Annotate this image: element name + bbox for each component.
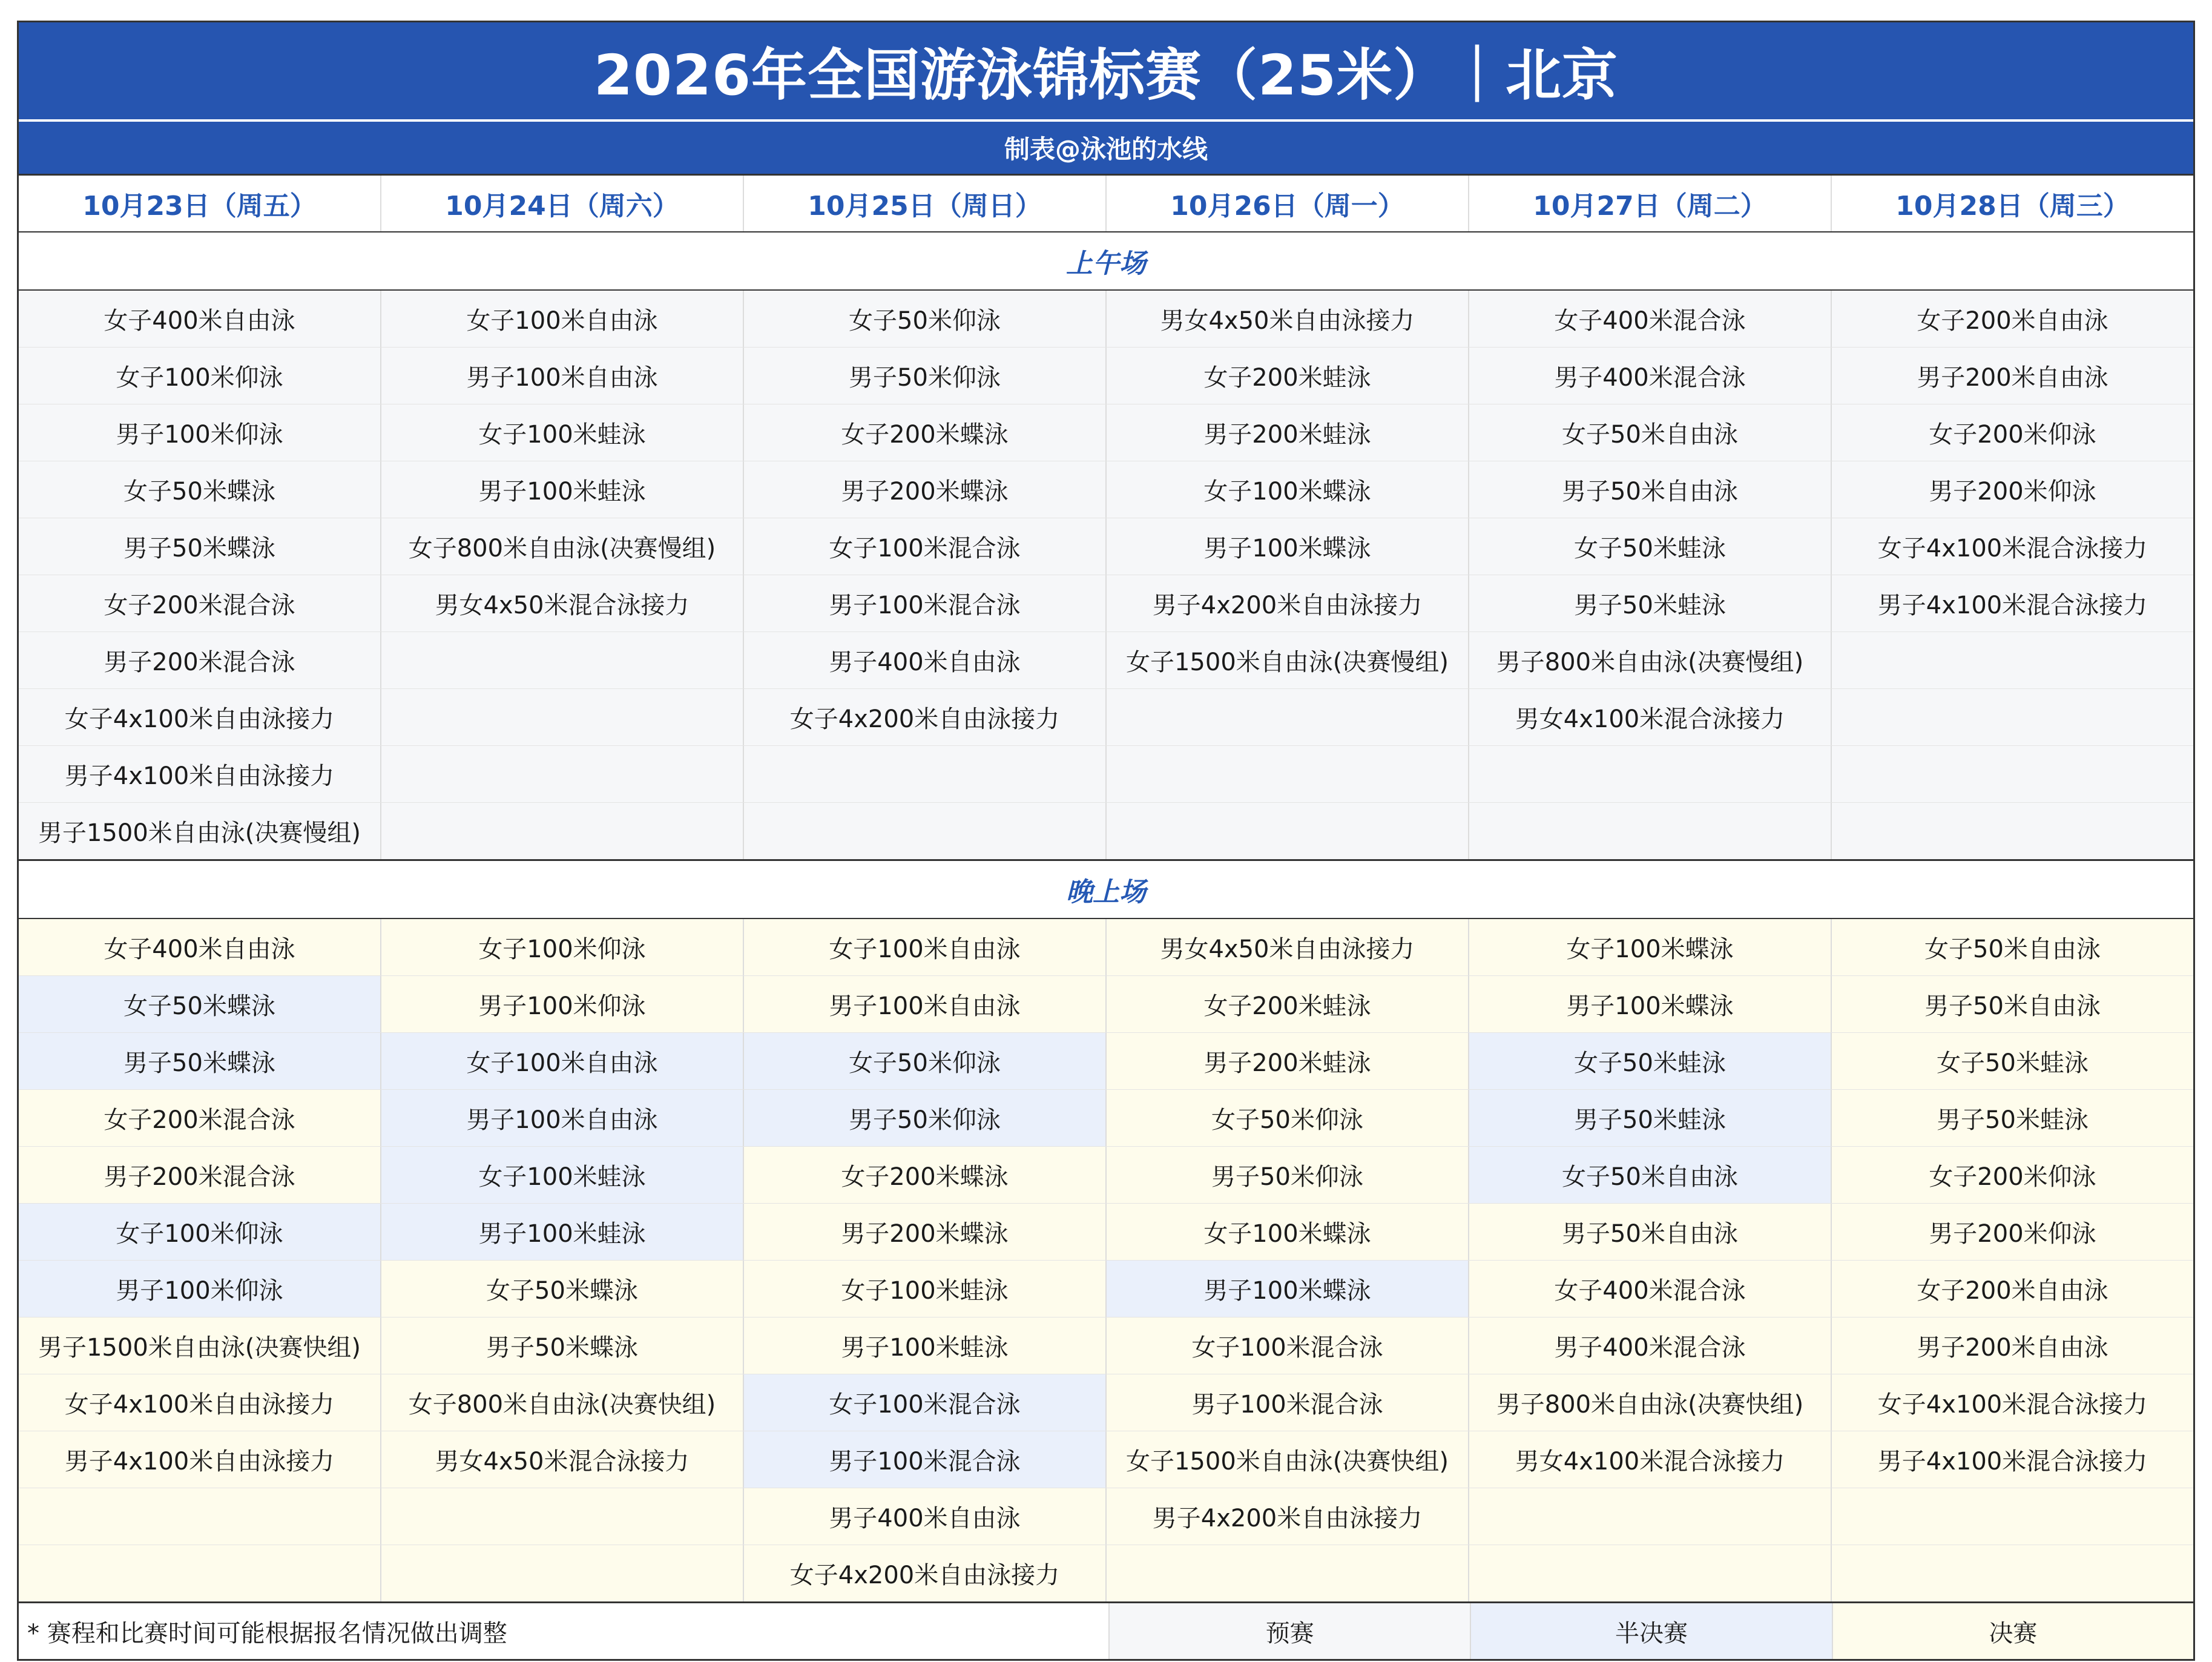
event-row [19,1033,2193,1090]
event-cell: 男子200米仰泳 [1832,461,2193,518]
event-cell: 男子50米蝶泳 [19,1033,381,1089]
event-cell: 女子800米自由泳(决赛快组) [381,1374,744,1431]
event-cell [1107,803,1469,859]
event-cell: 男子100米蛙泳 [381,461,744,518]
event-cell [1107,746,1469,802]
day-header: 10月23日（周五） [19,176,381,231]
event-row [19,976,2193,1033]
event-cell: 男子200米蝶泳 [744,461,1107,518]
event-cell: 男子200米蛙泳 [1107,404,1469,461]
event-cell: 男子50米仰泳 [744,348,1107,404]
event-row [19,291,2193,348]
event-row [19,1545,2193,1601]
event-cell: 女子50米蛙泳 [1469,518,1832,575]
event-cell: 男子1500米自由泳(决赛慢组) [19,803,381,859]
event-cell: 男子100米蛙泳 [744,1317,1107,1374]
legend-final: 决赛 [1833,1603,2193,1659]
event-cell: 男子200米仰泳 [1832,1204,2193,1260]
event-cell: 女子50米蛙泳 [1832,1033,2193,1089]
event-row [19,1090,2193,1147]
event-row [19,632,2193,689]
event-cell [1469,1488,1832,1545]
event-cell: 女子4x200米自由泳接力 [744,1545,1107,1601]
page-subtitle: 制表@泳池的水线 [19,122,2193,174]
event-cell: 男子4x200米自由泳接力 [1107,1488,1469,1545]
event-cell: 男子50米自由泳 [1469,1204,1832,1260]
event-cell: 男子200米混合泳 [19,1147,381,1203]
morning-events [19,291,2193,859]
event-cell: 男子800米自由泳(决赛快组) [1469,1374,1832,1431]
event-cell [1832,1488,2193,1545]
event-row [19,348,2193,404]
event-cell: 女子100米自由泳 [381,291,744,347]
event-row [19,404,2193,461]
day-header: 10月25日（周日） [744,176,1107,231]
event-cell: 男子100米自由泳 [381,1090,744,1146]
event-cell: 女子4x100米混合泳接力 [1832,1374,2193,1431]
event-cell [381,803,744,859]
event-cell: 女子800米自由泳(决赛慢组) [381,518,744,575]
event-cell: 女子50米蝶泳 [381,1261,744,1317]
event-row [19,1204,2193,1261]
event-row [19,1488,2193,1545]
event-cell: 女子100米混合泳 [1107,1317,1469,1374]
event-row [19,1147,2193,1204]
event-cell: 男子50米蝶泳 [19,518,381,575]
event-cell: 男子100米仰泳 [19,1261,381,1317]
event-row [19,919,2193,976]
day-header: 10月24日（周六） [381,176,744,231]
event-cell [744,746,1107,802]
event-cell: 男子100米仰泳 [19,404,381,461]
event-cell: 女子200米蝶泳 [744,1147,1107,1203]
event-cell: 女子100米仰泳 [381,919,744,975]
event-cell: 女子200米蛙泳 [1107,348,1469,404]
event-cell: 女子100米蝶泳 [1107,461,1469,518]
page-title: 2026年全国游泳锦标赛（25米）｜北京 [19,22,2193,122]
event-cell: 女子200米仰泳 [1832,1147,2193,1203]
event-cell: 男子200米蛙泳 [1107,1033,1469,1089]
event-cell: 男子4x100米自由泳接力 [19,1431,381,1488]
legend-semifinal: 半决赛 [1471,1603,1832,1659]
event-cell: 男子400米自由泳 [744,1488,1107,1545]
event-cell [381,1545,744,1601]
schedule-sheet [17,21,2195,1661]
event-row [19,518,2193,575]
event-cell: 女子50米蛙泳 [1469,1033,1832,1089]
event-cell: 男子4x200米自由泳接力 [1107,575,1469,631]
event-cell: 女子4x200米自由泳接力 [744,689,1107,745]
event-cell: 女子200米自由泳 [1832,291,2193,347]
event-row [19,1374,2193,1431]
event-cell: 女子100米自由泳 [381,1033,744,1089]
day-header: 10月28日（周三） [1895,191,2130,222]
event-cell [1469,746,1832,802]
event-cell: 女子400米混合泳 [1469,1261,1832,1317]
event-cell: 男子4x100米混合泳接力 [1832,1431,2193,1488]
event-cell: 男子50米蛙泳 [1469,1090,1832,1146]
event-cell: 男子100米混合泳 [744,575,1107,631]
event-cell: 男子100米蝶泳 [1107,518,1469,575]
event-cell: 男子50米自由泳 [1469,461,1832,518]
event-cell: 女子4x100米自由泳接力 [19,689,381,745]
event-cell: 女子200米仰泳 [1832,404,2193,461]
event-cell: 男子100米蛙泳 [381,1204,744,1260]
event-row [19,1261,2193,1317]
event-row [19,803,2193,859]
event-cell [19,1488,381,1545]
event-cell: 女子200米蝶泳 [744,404,1107,461]
event-cell: 女子200米混合泳 [19,575,381,631]
event-cell [1832,632,2193,688]
event-cell: 男子200米混合泳 [19,632,381,688]
event-row [19,1317,2193,1374]
event-cell: 女子200米蛙泳 [1107,976,1469,1032]
event-cell [744,803,1107,859]
event-cell: 男子200米自由泳 [1832,1317,2193,1374]
event-cell: 男子4x100米自由泳接力 [19,746,381,802]
event-cell: 男子200米蝶泳 [744,1204,1107,1260]
event-cell [1832,803,2193,859]
event-cell [1832,1545,2193,1601]
footer-note: * 赛程和比赛时间可能根据报名情况做出调整 [19,1603,1110,1659]
event-cell: 男子100米自由泳 [744,976,1107,1032]
event-cell: 女子100米仰泳 [19,348,381,404]
event-cell: 男女4x50米自由泳接力 [1107,919,1469,975]
event-cell: 男子100米蝶泳 [1107,1261,1469,1317]
event-cell: 女子1500米自由泳(决赛慢组) [1107,632,1469,688]
day-header-row [19,174,2193,232]
event-cell [19,1545,381,1601]
event-cell: 女子100米蝶泳 [1469,919,1832,975]
evening-events [19,919,2193,1601]
event-cell: 女子400米自由泳 [19,919,381,975]
event-row [19,746,2193,803]
event-cell: 女子4x100米自由泳接力 [19,1374,381,1431]
event-cell: 女子1500米自由泳(决赛快组) [1107,1431,1469,1488]
event-cell: 女子100米混合泳 [744,518,1107,575]
event-cell: 男子50米蛙泳 [1832,1090,2193,1146]
event-cell: 男女4x100米混合泳接力 [1469,1431,1832,1488]
event-cell [381,1488,744,1545]
event-cell: 男子50米蝶泳 [381,1317,744,1374]
event-cell: 男子400米混合泳 [1469,348,1832,404]
event-cell: 男子100米蝶泳 [1469,976,1832,1032]
event-cell: 男子4x100米混合泳接力 [1832,575,2193,631]
event-cell: 男子50米仰泳 [744,1090,1107,1146]
event-row [19,461,2193,518]
event-cell: 女子100米蛙泳 [381,404,744,461]
event-cell: 男子1500米自由泳(决赛快组) [19,1317,381,1374]
event-cell [1469,803,1832,859]
event-cell [381,632,744,688]
morning-session-label: 上午场 [19,232,2193,291]
event-cell: 女子50米自由泳 [1469,1147,1832,1203]
event-cell: 女子100米仰泳 [19,1204,381,1260]
event-cell: 女子50米蝶泳 [19,461,381,518]
event-cell: 男子100米仰泳 [381,976,744,1032]
day-header: 10月26日（周一） [1107,176,1469,231]
event-cell: 男女4x50米自由泳接力 [1107,291,1469,347]
event-cell: 女子100米蝶泳 [1107,1204,1469,1260]
evening-session-label: 晚上场 [19,859,2193,919]
event-row [19,689,2193,746]
event-row [19,575,2193,632]
event-cell: 男子50米蛙泳 [1469,575,1832,631]
event-cell: 女子4x100米混合泳接力 [1832,518,2193,575]
event-cell [1107,1545,1469,1601]
event-row [19,1431,2193,1488]
event-cell: 男女4x100米混合泳接力 [1469,689,1832,745]
event-cell: 女子50米自由泳 [1832,919,2193,975]
event-cell: 男子50米仰泳 [1107,1147,1469,1203]
event-cell: 女子50米仰泳 [744,291,1107,347]
event-cell: 男子100米混合泳 [744,1431,1107,1488]
event-cell [381,746,744,802]
event-cell: 男子100米自由泳 [381,348,744,404]
event-cell: 女子400米自由泳 [19,291,381,347]
event-cell: 女子50米仰泳 [744,1033,1107,1089]
event-cell: 女子400米混合泳 [1469,291,1832,347]
event-cell: 女子100米混合泳 [744,1374,1107,1431]
footer-row [19,1601,2193,1659]
event-cell: 男子50米自由泳 [1832,976,2193,1032]
event-cell: 女子200米自由泳 [1832,1261,2193,1317]
event-cell [381,689,744,745]
event-cell: 男女4x50米混合泳接力 [381,575,744,631]
event-cell: 女子50米蝶泳 [19,976,381,1032]
event-cell: 女子200米混合泳 [19,1090,381,1146]
event-cell: 男子200米自由泳 [1832,348,2193,404]
event-cell [1832,689,2193,745]
event-cell: 男女4x50米混合泳接力 [381,1431,744,1488]
event-cell: 女子100米自由泳 [744,919,1107,975]
day-header: 10月27日（周二） [1469,176,1832,231]
event-cell: 女子100米蛙泳 [744,1261,1107,1317]
event-cell [1107,689,1469,745]
event-cell: 男子400米混合泳 [1469,1317,1832,1374]
legend-prelim: 预赛 [1110,1603,1471,1659]
event-cell: 女子50米仰泳 [1107,1090,1469,1146]
event-cell [1832,746,2193,802]
event-cell: 男子400米自由泳 [744,632,1107,688]
event-cell: 男子800米自由泳(决赛慢组) [1469,632,1832,688]
event-cell: 女子100米蛙泳 [381,1147,744,1203]
event-cell: 女子50米自由泳 [1469,404,1832,461]
event-cell: 男子100米混合泳 [1107,1374,1469,1431]
event-cell [1469,1545,1832,1601]
